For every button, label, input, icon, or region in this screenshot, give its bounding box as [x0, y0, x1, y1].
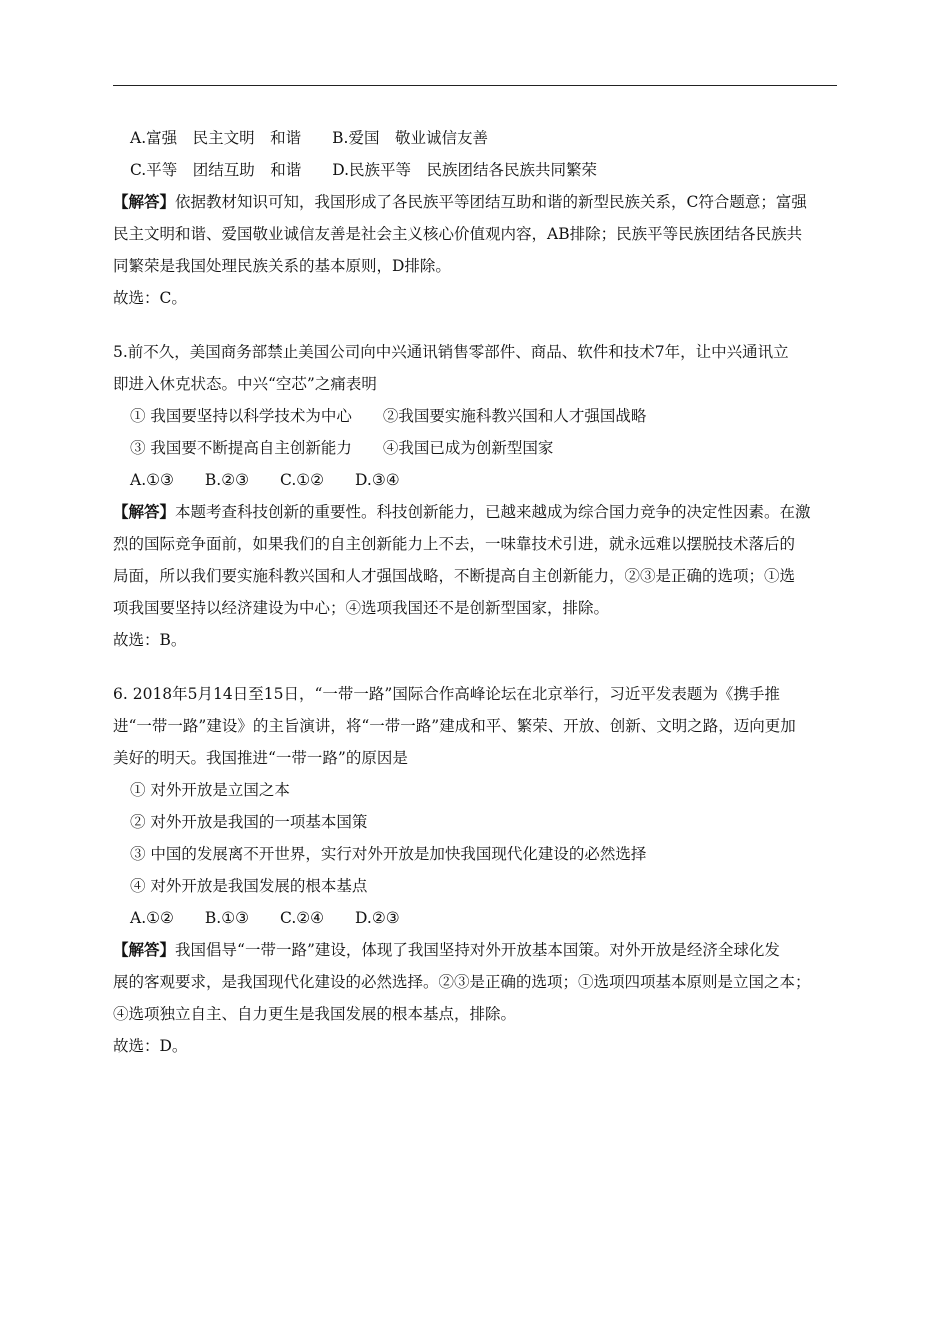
- q5-result: 故选：B。: [113, 631, 187, 649]
- q6-stem-line-3: 美好的明天。我国推进“一带一路”的原因是: [113, 749, 408, 767]
- q5-answer-line-1: [113, 496, 839, 528]
- q4-answer-label: 【解答】: [113, 192, 176, 211]
- document-body: [113, 122, 839, 1062]
- q4-options-line-1: A.富强 民主文明 和谐 B.爱国 敬业诚信友善: [130, 129, 488, 147]
- q5-statements-line-2: ③ 我国要不断提高自主创新能力 ④我国已成为创新型国家: [130, 439, 554, 457]
- q4-result: 故选：C。: [113, 289, 187, 307]
- q5-stem-line-2: 即进入休克状态。中兴“空芯”之痛表明: [113, 375, 377, 393]
- q5-answer-text-1: 本题考查科技创新的重要性。科技创新能力，已越来越成为综合国力竞争的决定性因素。在激: [175, 503, 811, 521]
- q5-answer-line-3: 局面，所以我们要实施科教兴国和人才强国战略，不断提高自主创新能力，②③是正确的选项；①选: [113, 567, 796, 585]
- q6-answer-text-1: 我国倡导“一带一路”建设，体现了我国坚持对外开放基本国策。对外开放是经济全球化发: [175, 941, 780, 959]
- q5-answer-label: 【解答】: [113, 502, 176, 521]
- q6-statement-4: ④ 对外开放是我国发展的根本基点: [130, 877, 368, 895]
- q4-answer-text-1: 依据教材知识可知，我国形成了各民族平等团结互助和谐的新型民族关系，C符合题意；富强: [175, 193, 807, 211]
- q6-result: 故选：D。: [113, 1037, 188, 1055]
- question-4: [113, 122, 839, 314]
- q6-answer-line-1: [113, 934, 839, 966]
- header-rule: [113, 85, 837, 86]
- q6-stem-line-2: 进“一带一路”建设》的主旨演讲，将“一带一路”建成和平、繁荣、开放、创新、文明之路，迈向更加: [113, 717, 796, 735]
- q6-answer-line-2: 展的客观要求，是我国现代化建设的必然选择。②③是正确的选项；①选项四项基本原则是立国之本；: [113, 973, 811, 991]
- q4-options-line-2: C.平等 团结互助 和谐 D.民族平等 民族团结各民族共同繁荣: [130, 161, 598, 179]
- q4-answer-line-1: [113, 186, 839, 218]
- q6-options: A.①② B.①③ C.②④ D.②③: [130, 909, 400, 927]
- q5-answer-line-2: 烈的国际竞争面前，如果我们的自主创新能力上不去，一味靠技术引进，就永远难以摆脱技术落后的: [113, 535, 796, 553]
- q6-answer-line-3: ④选项独立自主、自力更生是我国发展的根本基点，排除。: [113, 1005, 517, 1023]
- q5-options: A.①③ B.②③ C.①② D.③④: [130, 471, 400, 489]
- q6-statement-3: ③ 中国的发展离不开世界，实行对外开放是加快我国现代化建设的必然选择: [130, 845, 647, 863]
- question-5: [113, 336, 839, 656]
- spacer: [113, 656, 839, 678]
- q6-statement-2: ② 对外开放是我国的一项基本国策: [130, 813, 368, 831]
- q6-statement-1: ① 对外开放是立国之本: [130, 781, 290, 799]
- q6-answer-label: 【解答】: [113, 940, 176, 959]
- q5-answer-line-4: 项我国要坚持以经济建设为中心；④选项我国还不是创新型国家，排除。: [113, 599, 610, 617]
- spacer: [113, 314, 839, 336]
- q5-stem-line-1: 5.前不久，美国商务部禁止美国公司向中兴通讯销售零部件、商品、软件和技术7年，让中兴通讯立: [113, 343, 789, 361]
- q4-answer-line-2: 民主文明和谐、爱国敬业诚信友善是社会主义核心价值观内容，AB排除；民族平等民族团结各民族共: [113, 225, 803, 243]
- question-6: [113, 678, 839, 1062]
- q5-statements-line-1: ① 我国要坚持以科学技术为中心 ②我国要实施科教兴国和人才强国战略: [130, 407, 647, 425]
- q4-answer-line-3: 同繁荣是我国处理民族关系的基本原则，D排除。: [113, 257, 451, 275]
- q6-stem-line-1: 6. 2018年5月14日至15日，“一带一路”国际合作高峰论坛在北京举行，习近平发表题为《携手推: [113, 685, 780, 703]
